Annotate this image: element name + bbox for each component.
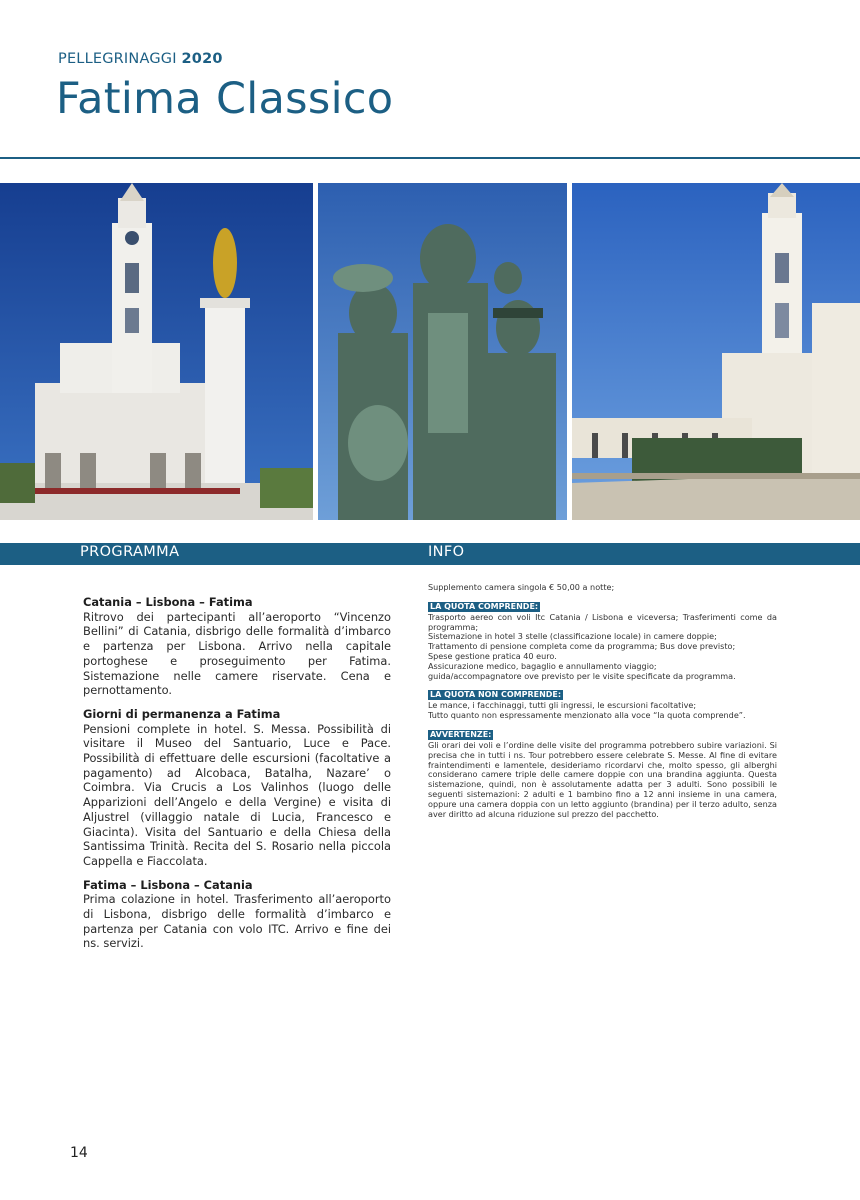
includes-item: Sistemazione in hotel 3 stelle (classificazione locale) in camere doppie; <box>428 631 717 642</box>
shepherds-statue-photo <box>318 183 567 520</box>
basilica-tower-photo <box>0 183 313 520</box>
day-title: Fatima – Lisbona – Catania <box>83 877 253 892</box>
includes-item: Spese gestione pratica 40 euro. <box>428 650 557 661</box>
program-day <box>83 707 391 869</box>
includes-item: Trasporto aereo con voli Itc Catania / Lisbona e viceversa; Trasferimenti come da programma; <box>428 611 777 632</box>
includes-item: Assicurazione medico, bagaglio e annullamento viaggio; <box>428 660 657 671</box>
excludes-item: Le mance, i facchinaggi, tutti gli ingressi, le escursioni facoltative; <box>428 700 697 711</box>
warnings-heading: AVVERTENZE: <box>430 729 492 739</box>
basilica-tower-icon <box>0 183 313 520</box>
program-day <box>83 595 391 698</box>
day-title: Catania – Lisbona – Fatima <box>83 595 253 609</box>
excludes-item: Tutto quanto non espressamente menzionato alla voce “la quota comprende”. <box>428 710 746 721</box>
excludes-heading: LA QUOTA NON COMPRENDE: <box>430 690 562 700</box>
sanctuary-photo <box>572 183 860 520</box>
includes-item: Trattamento di pensione completa come da programma; Bus dove previsto; <box>428 641 736 652</box>
info-column <box>428 583 777 819</box>
header-divider <box>0 157 860 159</box>
programma-heading: PROGRAMMA <box>80 544 180 560</box>
program-day <box>83 878 391 952</box>
includes-heading: LA QUOTA COMPRENDE: <box>430 601 539 611</box>
statue-icon <box>318 183 567 520</box>
day-text: Ritrovo dei partecipanti all’aeroporto “Vincenzo Bellini” di Catania, disbrigo delle formalità d’imbarco e partenza per Lisbona. Arrivo nella capitale portoghese e proseguimento per Fatima. Sistemazione nelle camere riservate. Cena e pernottamento. <box>83 609 391 698</box>
program-column <box>83 595 391 960</box>
day-text: Pensioni complete in hotel. S. Messa. Possibilità di visitare il Museo del Santuario, Luce e Pace. Possibilità di effettuare delle escursioni (facoltative a pagamento) ad Alcobaca, Batalha, Nazare’ o Coimbra. Via Crucis a Los Valinhos (luogo delle Apparizioni dell’Angelo e della Vergine) e visita di Aljustrel (villaggio natale di Lucia, Francesco e Giacinta). Visita del Santuario e della Chiesa della Santissima Trinità. Recita del S. Rosario nella piccola Cappella e Fiaccolata. <box>83 721 391 868</box>
supplement-note: Supplemento camera singola € 50,00 a notte; <box>428 582 615 592</box>
kicker-year: 2020 <box>181 51 223 67</box>
sanctuary-icon <box>572 183 860 520</box>
section-kicker <box>58 51 223 67</box>
day-title: Giorni di permanenza a Fatima <box>83 706 281 721</box>
page-title: Fatima Classico <box>56 74 394 124</box>
includes-item: guida/accompagnatore ove previsto per le visite specificate da programma. <box>428 670 736 681</box>
warnings-text: Gli orari dei voli e l’ordine delle visite del programma potrebbero subire variazioni. Si precisa che in tutti i ns. Tour potrebbero essere celebrate S. Messe. Al fine di evitare fraintendimenti e lamentele, desideriamo ricordarvi che, molto spesso, gli alberghi considerano camere triple delle camere doppie con una brandina aggiunta. Questa sistemazione, quindi, non è assolutamente adatta per 3 adulti. Sono possibili le seguenti sistemazioni: 2 adulti e 1 bambino fino a 12 anni insieme in una camera, oppure una camera doppia con un letto aggiunto (brandina) per il terzo adulto, senza aver diritto ad alcuna riduzione sul prezzo del pacchetto. <box>428 739 777 819</box>
page-number: 14 <box>70 1145 88 1161</box>
day-text: Prima colazione in hotel. Trasferimento all’aeroporto di Lisbona, disbrigo delle formalità d’imbarco e partenza per Catania con volo ITC. Arrivo e fine dei ns. servizi. <box>83 892 391 951</box>
kicker-prefix: PELLEGRINAGGI <box>58 51 177 67</box>
info-heading: INFO <box>428 544 465 560</box>
